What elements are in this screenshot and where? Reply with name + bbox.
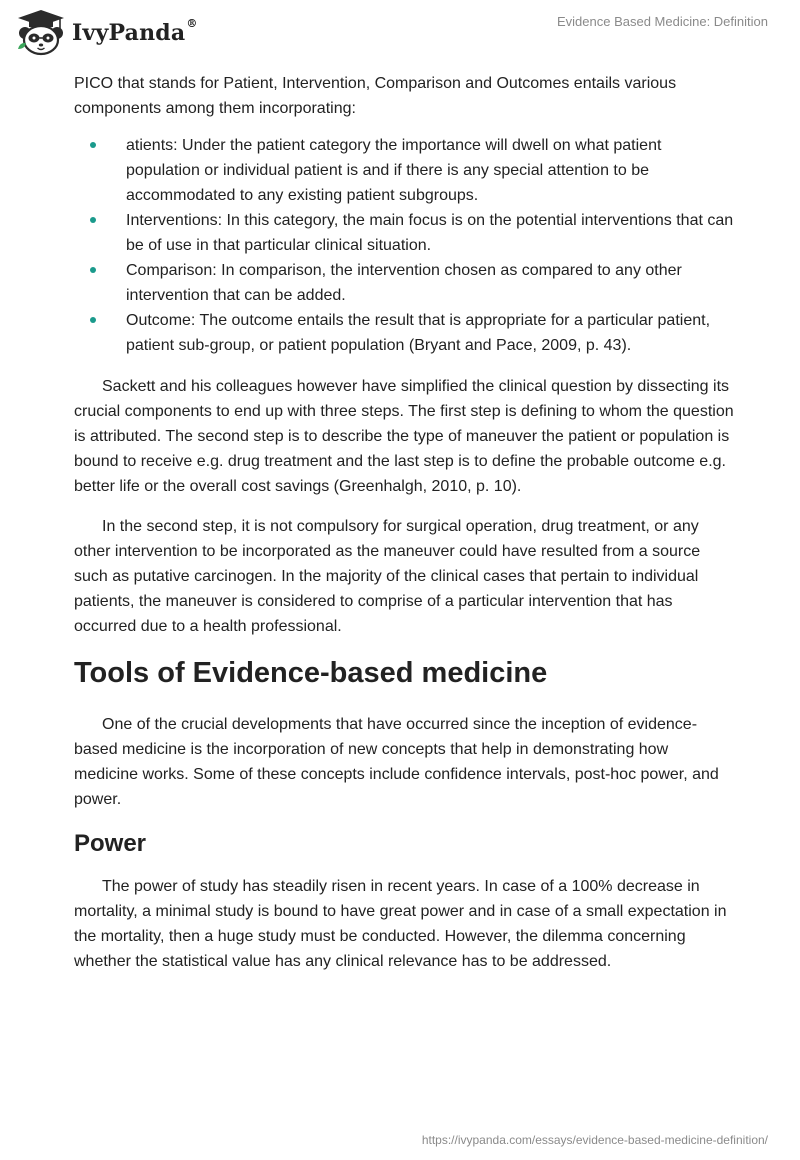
bullet-dot-icon (90, 142, 96, 148)
list-item (74, 208, 734, 258)
power-heading: Power (74, 830, 147, 857)
list-item-text: Comparison: In comparison, the intervention chosen as compared to any other intervention that can be added. (126, 262, 682, 304)
second-step-paragraph: In the second step, it is not compulsory for surgical operation, drug treatment, or any other intervention to be incorporated as the maneuver could have resulted from a source such as putative carcinogen. In the majority of the clinical cases that pertain to individual patients, the maneuver is considered to comprise of a particular intervention that has occurred due to a health professional. (74, 518, 701, 635)
tools-heading: Tools of Evidence-based medicine (74, 657, 548, 689)
bullet-dot-icon (90, 267, 96, 273)
bullet-dot-icon (90, 317, 96, 323)
tools-paragraph: One of the crucial developments that have occurred since the inception of evidence-based medicine is the incorporation of new concepts that help in demonstrating how medicine works. Some of these concepts include confidence intervals, post-hoc power, and power. (74, 716, 719, 808)
list-item (74, 308, 734, 358)
bullet-dot-icon (90, 217, 96, 223)
essay-content (74, 71, 734, 989)
power-paragraph: The power of study has steadily risen in recent years. In case of a 100% decrease in mortality, a minimal study is bound to have great power and in case of a small expectation in the mortality, then a huge study must be conducted. However, the dilemma concerning whether the statistical value has any clinical relevance has to be addressed. (74, 878, 727, 970)
brand-registered-mark: ® (186, 16, 198, 30)
intro-paragraph: PICO that stands for Patient, Intervention, Comparison and Outcomes entails various components among them incorporating: (74, 75, 677, 117)
list-item (74, 258, 734, 308)
list-item (74, 133, 734, 208)
source-url-link[interactable]: https://ivypanda.com/essays/evidence-based-medicine-definition/ (421, 1133, 768, 1147)
list-item-text: Outcome: The outcome entails the result that is appropriate for a particular patient, patient sub-group, or patient population (Bryant and Pace, 2009, p. 43). (126, 312, 711, 354)
brand-name: IvyPanda (72, 20, 186, 46)
sackett-paragraph: Sackett and his colleagues however have simplified the clinical question by dissecting its crucial components to end up with three steps. The first step is defining to whom the question is attributed. The second step is to describe the type of maneuver the patient or population is bound to receive e.g. drug treatment and the last step is to define the probable outcome e.g. better life or the overall cost savings (Greenhalgh, 2010, p. 10). (74, 378, 734, 495)
page-header (0, 0, 800, 70)
pico-list (74, 133, 734, 358)
panda-graduate-icon (14, 8, 68, 56)
list-item-text: Interventions: In this category, the main focus is on the potential interventions that can be of use in that particular clinical situation. (126, 212, 734, 254)
document-title: Evidence Based Medicine: Definition (556, 14, 768, 29)
list-item-text: atients: Under the patient category the importance will dwell on what patient population or individual patient is and if there is any special attention to be accommodated to any existing patient subgroups. (126, 137, 662, 204)
brand-logo[interactable] (14, 8, 197, 56)
